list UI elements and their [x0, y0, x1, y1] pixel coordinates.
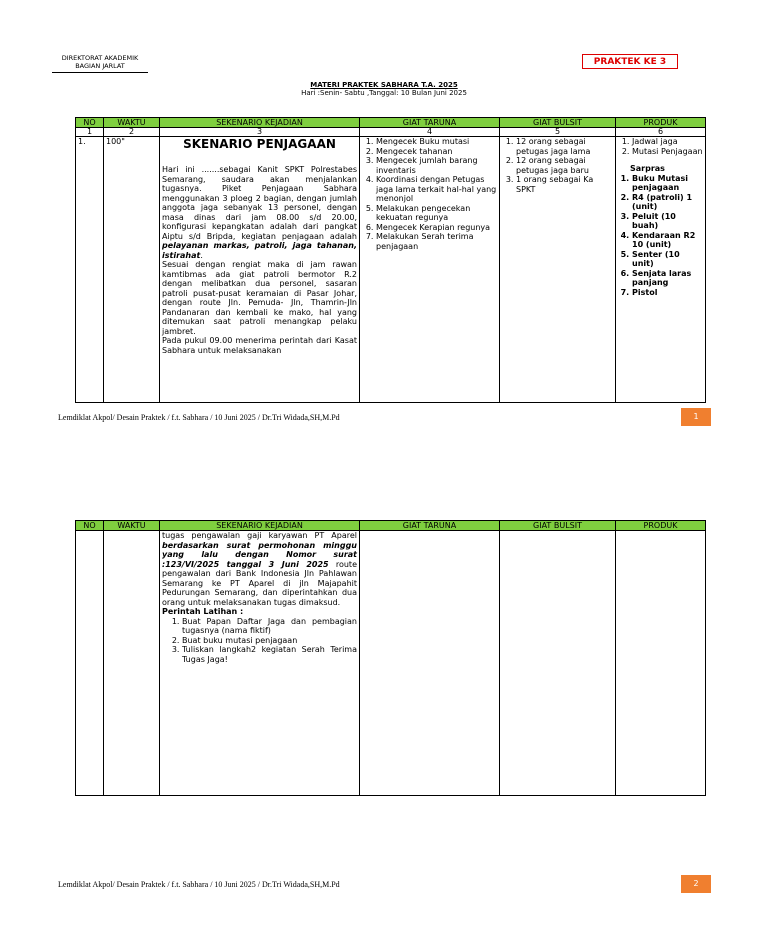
list-item: 1. Buku Mutasi penjagaan [632, 174, 703, 193]
produk-cell [616, 137, 706, 403]
list-item: 4. Koordinasi dengan Petugas jaga lama terkait hal-hal yang menonjol [376, 175, 497, 204]
col-number: 2 [104, 128, 160, 137]
row-no: 1. [76, 137, 104, 403]
list-item: 7. Pistol [632, 288, 703, 298]
document-title: MATERI PRAKTEK SABHARA T.A. 2025 [310, 81, 458, 89]
list-item: 3. Tuliskan langkah2 kegiatan Serah Terima Tugas Jaga! [182, 645, 357, 664]
col-header-skenario: SEKENARIO KEJADIAN [160, 521, 360, 531]
col-header-giat-bulsit: GIAT BULSIT [500, 521, 616, 531]
sarpras-list [618, 174, 703, 298]
list-item: 5. Senter (10 unit) [632, 250, 703, 269]
table-header-row [76, 118, 706, 128]
list-item: 2. R4 (patroli) 1 (unit) [632, 193, 703, 212]
scenario-paragraph-2: Sesuai dengan rengiat maka di jam rawan kamtibmas ada giat patroli bermotor R.2 dengan melibatkan dua personel, sasaran patroli pusat-pusat keramaian di Pasar Johar, dengan route Jln. Pemuda- Jln, Thamrin-Jln Pandanaran dan kembali ke mako, hal yang ditemukan saat patroli menangkap pelaku jambret. [162, 260, 357, 336]
scenario-table-page-2 [75, 520, 706, 796]
col-header-waktu: WAKTU [104, 521, 160, 531]
page-number-badge: 1 [681, 408, 711, 426]
table-row [76, 531, 706, 796]
list-item: 2. 12 orang sebagai petugas jaga baru [516, 156, 613, 175]
col-header-no: NO [76, 521, 104, 531]
page-footer: Lemdiklat Akpol/ Desain Praktek / f.t. Sabhara / 10 Juni 2025 / Dr.Tri Widada,SH,M.Pd [58, 413, 340, 422]
document-title-block [200, 81, 568, 97]
scenario-text: route pengawalan dari Bank Indonesia Jln Pahlawan Semarang ke PT Aparel di jln Majapahit Pedurungan Semarang, dan diperintahkan dua orang untuk melaksanakan tugas dimaksud. [162, 559, 357, 607]
scenario-paragraph-continued [162, 531, 357, 607]
giat-taruna-cell [360, 531, 500, 796]
header-divider [52, 72, 148, 73]
list-item: 7. Melakukan Serah terima penjagaan [376, 232, 497, 251]
org-header [52, 54, 148, 73]
col-header-giat-taruna: GIAT TARUNA [360, 118, 500, 128]
org-line-1: DIREKTORAT AKADEMIK [61, 54, 139, 62]
list-item: 1. Mengecek Buku mutasi [376, 137, 497, 147]
list-item: 1. Jadwal jaga [632, 137, 703, 147]
col-number: 4 [360, 128, 500, 137]
col-number: 5 [500, 128, 616, 137]
list-item: 1. Buat Papan Daftar Jaga dan pembagian tugasnya (nama fiktif) [182, 617, 357, 636]
col-header-skenario: SEKENARIO KEJADIAN [160, 118, 360, 128]
col-number: 1 [76, 128, 104, 137]
col-header-giat-bulsit: GIAT BULSIT [500, 118, 616, 128]
org-line-2: BAGIAN JARLAT [75, 62, 125, 70]
perintah-list [162, 617, 357, 665]
table-row [76, 137, 706, 403]
col-header-produk: PRODUK [616, 118, 706, 128]
produk-cell [616, 531, 706, 796]
list-item: 3. Peluit (10 buah) [632, 212, 703, 231]
scenario-emphasis: pelayanan markas, patroli, jaga tahanan, istirahat [162, 241, 357, 260]
list-item: 1. 12 orang sebagai petugas jaga lama [516, 137, 613, 156]
scenario-emphasis: berdasarkan surat permohonan minggu yang lalu dengan Nomor surat :123/VI/2025 tanggal 3 Juni 2025 [162, 540, 357, 569]
sarpras-label: Sarpras [630, 164, 665, 173]
column-number-row [76, 128, 706, 137]
giat-bulsit-cell [500, 531, 616, 796]
list-item: 6. Senjata laras panjang [632, 269, 703, 288]
page-number-badge: 2 [681, 875, 711, 893]
giat-taruna-cell [360, 137, 500, 403]
giat-bulsit-list [502, 137, 613, 194]
list-item: 4. Kendaraan R2 10 (unit) [632, 231, 703, 250]
scenario-paragraph-3: Pada pukul 09.00 menerima perintah dari Kasat Sabhara untuk melaksanakan [162, 336, 357, 355]
scenario-text: Hari ini .......sebagai Kanit SPKT Polrestabes Semarang, saudara akan menjalankan tugasnya. Piket Penjagaan Sabhara menggunakan 3 ploeg 2 bagian, dengan jumlah anggota jaga sebanyak 13 personel, dengan masa dinas dari jam 08.00 s/d 20.00, konfigurasi kepangkatan adalah dari pangkat Aiptu s/d Bripda, kegiatan penjagaan adalah [162, 165, 357, 241]
row-no [76, 531, 104, 796]
praktek-badge: PRAKTEK KE 3 [582, 54, 678, 69]
row-waktu [104, 531, 160, 796]
produk-list [618, 137, 703, 156]
giat-taruna-list [362, 137, 497, 251]
list-item: 2. Mengecek tahanan [376, 147, 497, 157]
col-number: 3 [160, 128, 360, 137]
scenario-cell [160, 531, 360, 796]
col-header-no: NO [76, 118, 104, 128]
scenario-paragraph-1 [162, 165, 357, 260]
table-header-row [76, 521, 706, 531]
col-header-giat-taruna: GIAT TARUNA [360, 521, 500, 531]
list-item: 6. Mengecek Kerapian regunya [376, 223, 497, 233]
scenario-cell [160, 137, 360, 403]
list-item: 5. Melakukan pengecekan kekuatan regunya [376, 204, 497, 223]
scenario-text: tugas pengawalan gaji karyawan PT Aparel [162, 531, 357, 540]
perintah-label: Perintah Latihan : [162, 607, 244, 616]
scenario-text: . [200, 250, 203, 260]
giat-bulsit-cell [500, 137, 616, 403]
list-item: 2. Mutasi Penjagaan [632, 147, 703, 157]
page-footer: Lemdiklat Akpol/ Desain Praktek / f.t. Sabhara / 10 Juni 2025 / Dr.Tri Widada,SH,M.Pd [58, 880, 340, 889]
row-waktu: 100" [104, 137, 160, 403]
list-item: 2. Buat buku mutasi penjagaan [182, 636, 357, 646]
document-subtitle: Hari :Senin- Sabtu ,Tanggal: 10 Bulan Juni 2025 [301, 89, 467, 97]
scenario-table-page-1 [75, 117, 706, 403]
scenario-heading: SKENARIO PENJAGAAN [183, 137, 336, 151]
list-item: 3. Mengecek jumlah barang inventaris [376, 156, 497, 175]
col-number: 6 [616, 128, 706, 137]
col-header-waktu: WAKTU [104, 118, 160, 128]
col-header-produk: PRODUK [616, 521, 706, 531]
list-item: 3. 1 orang sebagai Ka SPKT [516, 175, 613, 194]
